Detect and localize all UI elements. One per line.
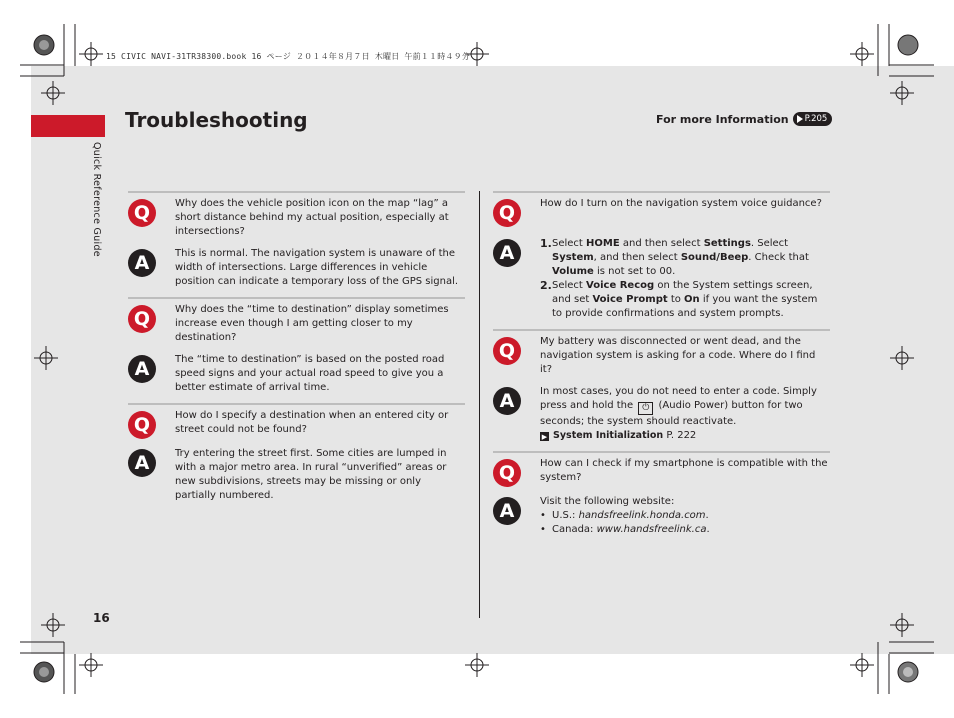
step-text: if you want the system to provide confirmations and system prompts. — [552, 294, 818, 319]
answer-text-part: (Audio Power) button for two seconds; the system should reactivate. — [540, 400, 803, 427]
answer-badge-icon: A — [493, 497, 521, 525]
answer-badge-icon: A — [128, 355, 156, 383]
answer-text: The “time to destination” is based on the posted road speed signs and your actual road speed to give you a better estimate of arrival time. — [175, 354, 445, 393]
question-text: My battery was disconnected or went dead, and the navigation system is asking for a code. Where do I find it? — [540, 336, 816, 375]
page-title: Troubleshooting — [125, 108, 308, 132]
ui-term: Sound/Beep — [680, 252, 749, 263]
step-number: 1. — [540, 237, 552, 250]
more-information-label: For more Information — [656, 112, 789, 126]
power-button-icon: ⏻ — [638, 402, 653, 415]
answer-intro: Visit the following website: — [540, 495, 675, 507]
step-text: is not set to 00. — [593, 266, 676, 277]
step-text: to — [667, 294, 685, 305]
step-text: . Check that — [748, 252, 809, 263]
answer-text-part: In most cases, you do not need to enter a code. Simply press and hold the — [540, 386, 817, 411]
page-number: 16 — [93, 611, 110, 625]
ui-term: On — [684, 294, 700, 305]
answer-text: This is normal. The navigation system is unaware of the width of intersections. Large differences in vehicle position can indicate a temporary loss of the GPS signal. — [175, 248, 459, 287]
step-text: , and then select — [593, 252, 681, 263]
question-text: How do I turn on the navigation system voice guidance? — [540, 198, 822, 209]
print-header: 15 CIVIC NAVI-31TR38300.book 16 ページ ２０１４年８月７日 木曜日 午前１１時４９分 — [106, 52, 471, 61]
ui-term: Settings — [703, 238, 751, 249]
ui-term: Volume — [552, 266, 594, 277]
website-label: U.S.: — [552, 509, 579, 521]
ui-term: System — [552, 252, 594, 263]
punctuation: . — [706, 523, 710, 535]
question-badge-icon: Q — [493, 459, 521, 487]
website-label: Canada: — [552, 523, 597, 535]
ui-term: HOME — [586, 238, 620, 249]
question-badge-icon: Q — [493, 199, 521, 227]
website-url[interactable]: handsfreelink.honda.com — [578, 509, 706, 521]
question-text: Why does the vehicle position icon on the map “lag” a short distance behind my actual position, especially at intersections? — [175, 198, 449, 237]
step-text: Select — [552, 238, 587, 249]
question-text: How can I check if my smartphone is compatible with the system? — [540, 457, 828, 483]
question-text: How do I specify a destination when an entered city or street could not be found? — [175, 410, 449, 435]
answer-text: Try entering the street first. Some cities are lumped in with a major metro area. In rural “unverified” areas or new subdivisions, streets may be missing or only partially numbered. — [175, 448, 447, 501]
step-text: and then select — [619, 238, 704, 249]
punctuation: . — [705, 509, 709, 521]
answer-badge-icon: A — [493, 239, 521, 267]
ui-term: Voice Prompt — [592, 294, 668, 305]
cross-reference-label: System Initialization — [553, 429, 664, 441]
cross-reference-arrow-icon: ▶ — [541, 432, 548, 441]
side-section-label: Quick Reference Guide — [91, 142, 102, 257]
question-badge-icon: Q — [128, 305, 156, 333]
step-number: 2. — [540, 279, 552, 292]
cross-reference-page: P. 222 — [666, 429, 697, 441]
website-url[interactable]: www.handsfreelink.ca — [596, 523, 707, 535]
answer-badge-icon: A — [128, 449, 156, 477]
step-text: on the System settings screen, and set — [552, 280, 813, 305]
question-badge-icon: Q — [128, 411, 156, 439]
question-badge-icon: Q — [493, 337, 521, 365]
answer-badge-icon: A — [128, 249, 156, 277]
ui-term: Voice Recog — [586, 280, 655, 291]
step-text: . Select — [750, 238, 789, 249]
question-text: Why does the “time to destination” display sometimes increase even though I am getting closer to my destination? — [175, 304, 449, 343]
page-reference: P.205 — [804, 114, 828, 124]
answer-badge-icon: A — [493, 387, 521, 415]
question-badge-icon: Q — [128, 199, 156, 227]
step-text: Select — [552, 280, 587, 291]
